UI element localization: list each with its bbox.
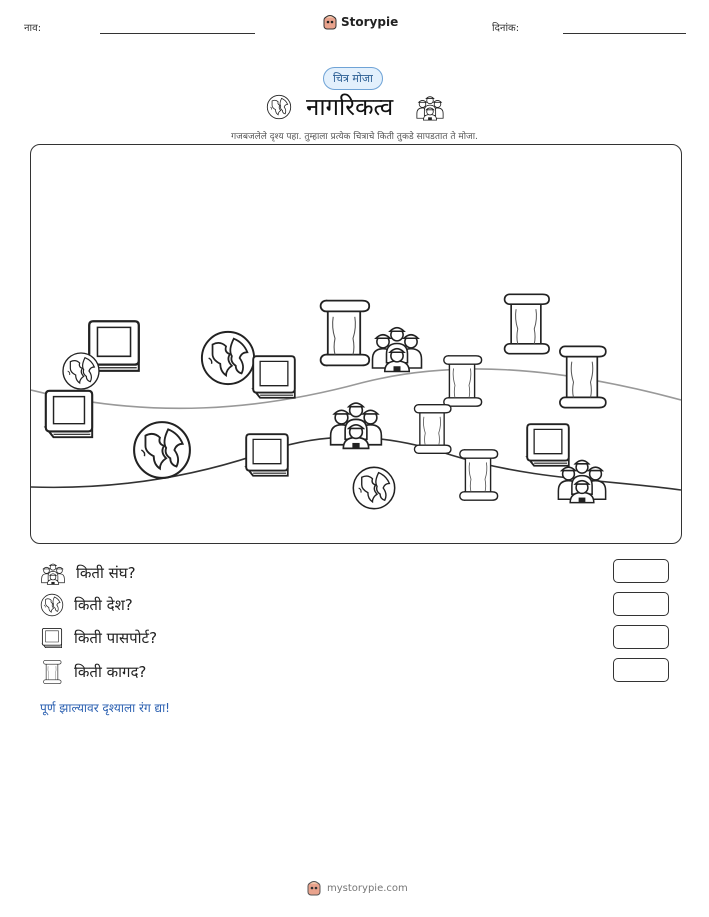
question-row-papers xyxy=(40,659,146,685)
counting-scene xyxy=(30,144,682,544)
question-row-countries xyxy=(40,593,133,617)
brand-logo xyxy=(323,14,398,30)
footer xyxy=(307,880,408,896)
question-row-teams xyxy=(40,560,136,586)
scroll-icon xyxy=(560,346,606,407)
coloring-note: पूर्ण झाल्यावर दृश्याला रंग द्या! xyxy=(40,701,170,715)
globe-icon xyxy=(353,467,394,508)
team-icon xyxy=(558,460,605,502)
scroll-icon xyxy=(40,659,64,685)
team-icon xyxy=(373,328,422,372)
passport-icon xyxy=(527,424,569,466)
page-title: नागरिकत्व xyxy=(306,93,394,121)
globe-icon xyxy=(40,593,64,617)
team-icon xyxy=(40,560,66,586)
passport-icon xyxy=(40,626,64,650)
question-label: किती संघ? xyxy=(76,564,136,582)
passport-icon xyxy=(246,434,288,476)
globe-icon xyxy=(202,332,254,384)
question-label: किती पासपोर्ट? xyxy=(74,629,158,647)
instructions: गजबजलेले दृश्य पहा. तुम्हाला प्रत्येक चित्राचे किती तुकडे सापडतात ते मोजा. xyxy=(231,132,478,142)
globe-icon xyxy=(266,94,292,120)
question-label: किती कागद? xyxy=(74,663,147,681)
scroll-icon xyxy=(414,405,450,454)
date-label: दिनांक: xyxy=(492,23,520,34)
scroll-icon xyxy=(460,450,498,500)
question-row-passports xyxy=(40,626,157,650)
storypie-mascot-icon xyxy=(307,880,321,896)
brand-name: Storypie xyxy=(341,15,399,29)
activity-badge: चित्र मोजा xyxy=(323,67,383,90)
scroll-icon xyxy=(321,301,370,366)
question-label: किती देश? xyxy=(74,596,133,614)
footer-url[interactable]: mystorypie.com xyxy=(327,882,408,894)
globe-icon xyxy=(134,422,190,478)
date-line[interactable] xyxy=(563,33,686,34)
globe-icon xyxy=(63,353,99,389)
passport-icon xyxy=(253,356,295,398)
scene-drawing xyxy=(31,145,681,543)
answer-box-passports[interactable] xyxy=(613,625,669,649)
name-line[interactable] xyxy=(100,33,255,34)
team-icon xyxy=(414,92,446,122)
answer-box-teams[interactable] xyxy=(613,559,669,583)
team-icon xyxy=(331,403,382,448)
answer-box-countries[interactable] xyxy=(613,592,669,616)
scroll-icon xyxy=(444,356,482,406)
passport-icon xyxy=(46,391,92,437)
answer-box-papers[interactable] xyxy=(613,658,669,682)
name-label: नाव: xyxy=(24,23,42,34)
scroll-icon xyxy=(505,294,550,353)
storypie-mascot-icon xyxy=(323,14,337,30)
